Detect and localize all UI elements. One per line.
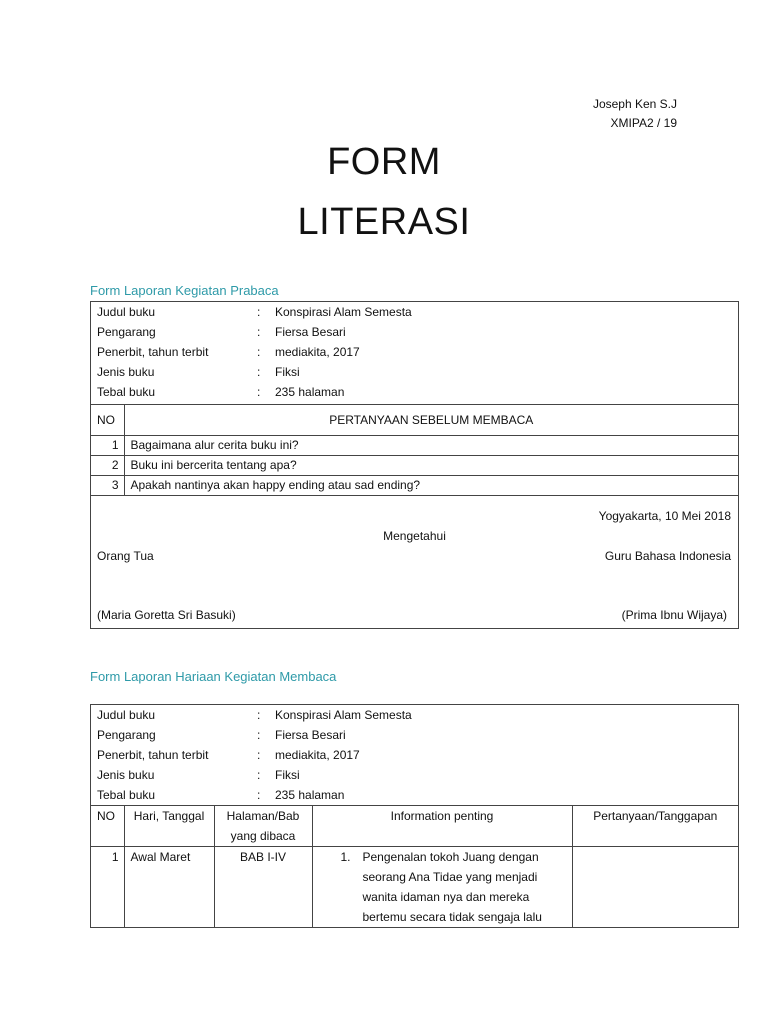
info-value: Fiksi [275, 365, 300, 379]
log-response [572, 847, 738, 928]
info-line: Pengenalan tokoh Juang dengan [362, 850, 539, 864]
question-row [91, 456, 738, 476]
info-sep: : [257, 345, 261, 359]
info-row-pages [91, 785, 738, 805]
question-no: 3 [91, 476, 124, 496]
info-line: seorang Ana Tidae yang menjadi [362, 870, 538, 884]
prabaca-book-info [91, 302, 738, 404]
info-value: Konspirasi Alam Semesta [275, 708, 412, 722]
info-row-title [91, 302, 738, 322]
info-list-text [363, 847, 542, 927]
teacher-role: Guru Bahasa Indonesia [604, 549, 731, 563]
info-sep: : [257, 728, 261, 742]
info-label: Judul buku [97, 708, 156, 722]
info-sep: : [257, 768, 261, 782]
info-label: Penerbit, tahun terbit [97, 748, 209, 762]
parent-role: Orang Tua [97, 549, 154, 563]
info-value: Fiksi [275, 768, 300, 782]
question-text: Buku ini bercerita tentang apa? [124, 456, 738, 476]
reading-log-table [91, 805, 738, 927]
info-row-author [91, 322, 738, 342]
page-title [0, 138, 768, 246]
question-text: Apakah nantinya akan happy ending atau sad ending? [124, 476, 738, 496]
info-label: Pengarang [97, 728, 156, 742]
col-page-header-line1: Halaman/Bab [226, 809, 300, 823]
info-label: Judul buku [97, 305, 156, 319]
info-sep: : [257, 708, 261, 722]
info-list-number: 1. [340, 850, 351, 864]
info-sep: : [257, 305, 261, 319]
author-block [593, 95, 677, 133]
info-line: wanita idaman nya dan mereka [362, 890, 530, 904]
harian-heading: Form Laporan Hariaan Kegiatan Membaca [90, 669, 337, 684]
teacher-name: (Prima Ibnu Wijaya) [621, 608, 727, 622]
info-row-publisher [91, 342, 738, 362]
parent-name: (Maria Goretta Sri Basuki) [97, 608, 236, 622]
info-row-publisher [91, 745, 738, 765]
info-value: Konspirasi Alam Semesta [275, 305, 412, 319]
acknowledged-label: Mengetahui [383, 529, 446, 543]
log-no: 1 [91, 847, 124, 928]
question-no: 2 [91, 456, 124, 476]
info-row-title [91, 705, 738, 725]
col-page-header-line2: yang dibaca [230, 829, 296, 843]
info-value: Fiersa Besari [275, 728, 346, 742]
col-page-header [214, 806, 312, 847]
info-value: Fiersa Besari [275, 325, 346, 339]
log-row [91, 847, 738, 928]
col-response-header: Pertanyaan/Tanggapan [572, 806, 738, 847]
signature-block [91, 496, 738, 628]
info-sep: : [257, 788, 261, 802]
info-list-item [341, 847, 572, 927]
info-label: Pengarang [97, 325, 156, 339]
info-label: Penerbit, tahun terbit [97, 345, 209, 359]
info-value: mediakita, 2017 [275, 748, 360, 762]
info-row-author [91, 725, 738, 745]
questions-header-row [91, 405, 738, 436]
place-date: Yogyakarta, 10 Mei 2018 [598, 509, 731, 523]
log-info [312, 847, 572, 928]
harian-form [90, 704, 739, 928]
info-row-pages [91, 382, 738, 402]
questions-title-header: PERTANYAAN SEBELUM MEMBACA [124, 405, 738, 436]
log-day: Awal Maret [124, 847, 214, 928]
question-no: 1 [91, 436, 124, 456]
student-class: XMIPA2 / 19 [610, 116, 677, 130]
info-line: bertemu secara tidak sengaja lalu [362, 910, 542, 924]
title-line-2: LITERASI [297, 201, 471, 243]
col-no-header: NO [91, 806, 124, 847]
info-value: 235 halaman [275, 788, 345, 802]
info-value: mediakita, 2017 [275, 345, 360, 359]
log-header-row [91, 806, 738, 847]
question-row [91, 436, 738, 456]
info-row-genre [91, 765, 738, 785]
student-name: Joseph Ken S.J [592, 97, 677, 111]
info-sep: : [257, 365, 261, 379]
info-value: 235 halaman [275, 385, 345, 399]
harian-book-info [91, 705, 738, 805]
question-row [91, 476, 738, 496]
title-line-1: FORM [327, 141, 441, 183]
col-info-header: Information penting [312, 806, 572, 847]
info-label: Tebal buku [97, 385, 156, 399]
prabaca-form [90, 301, 739, 629]
question-text: Bagaimana alur cerita buku ini? [124, 436, 738, 456]
questions-no-header: NO [91, 405, 124, 436]
log-page: BAB I-IV [214, 847, 312, 928]
col-day-header: Hari, Tanggal [124, 806, 214, 847]
questions-table [91, 404, 738, 496]
info-label: Jenis buku [97, 768, 155, 782]
info-sep: : [257, 385, 261, 399]
prabaca-heading: Form Laporan Kegiatan Prabaca [90, 283, 279, 298]
info-sep: : [257, 748, 261, 762]
info-row-genre [91, 362, 738, 382]
info-sep: : [257, 325, 261, 339]
info-label: Jenis buku [97, 365, 155, 379]
info-label: Tebal buku [97, 788, 156, 802]
